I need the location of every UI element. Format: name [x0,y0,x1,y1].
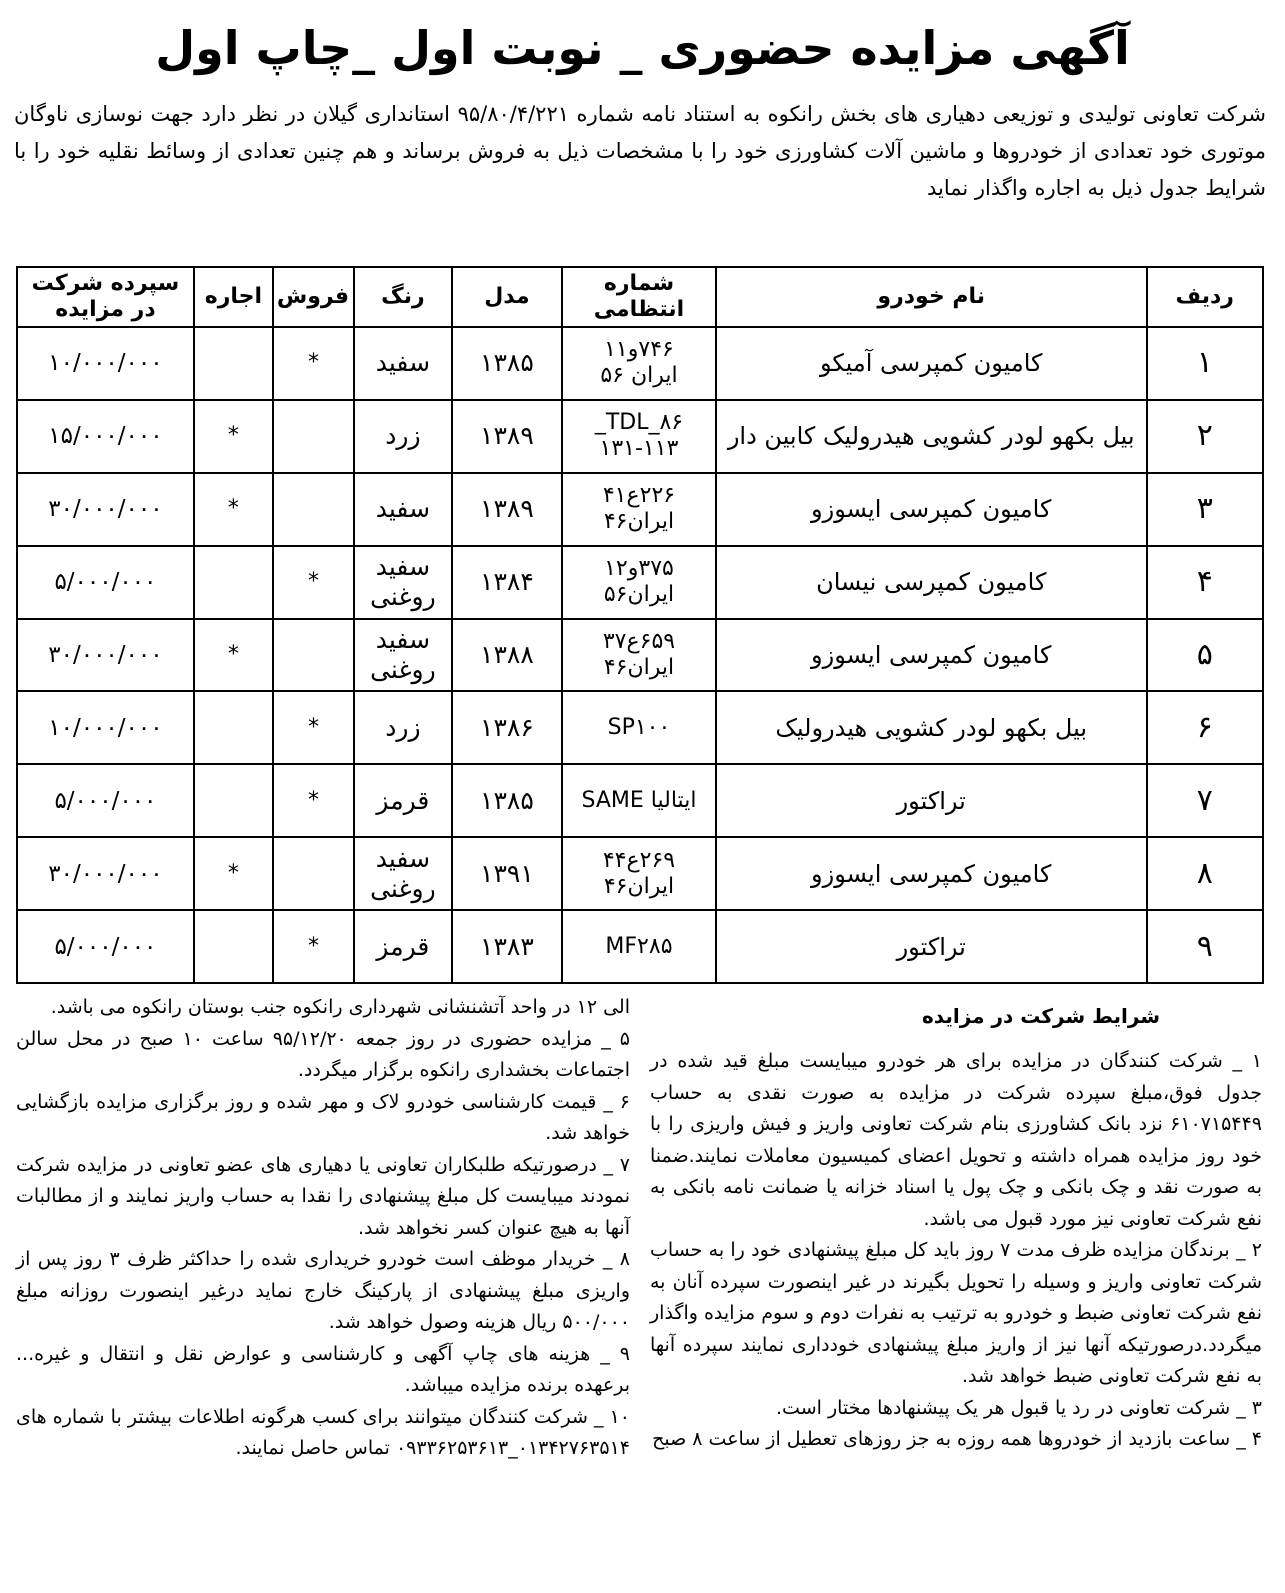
notice-title: آگهی مزایده حضوری _ نوبت اول _چاپ اول [155,21,1130,75]
plate-line-1: ۷۴۶و۱۱ [604,337,674,363]
plate-number-cell [562,764,716,837]
sale-mark-cell [273,400,354,473]
plate-line-2: ایران ۵۶ [600,363,678,389]
model-cell: ۱۳۸۳ [452,910,562,983]
header-row-number: ردیف [1147,267,1263,327]
right-condition-item: ۴ _ ساعت بازدید از خودروها همه روزه به جز روزهای تعطیل از ساعت ۸ صبح [652,1428,1262,1450]
plate-line-1: ۶۵۹ع۳۷ [602,628,676,654]
vehicle-name-cell: تراکتور [716,910,1147,983]
table-row [17,837,1263,910]
deposit-cell: ۱۰/۰۰۰/۰۰۰ [17,327,194,400]
plate-number-cell [562,619,716,692]
color-cell: سفید [354,473,452,546]
row-number-cell: ۲ [1147,400,1263,473]
header-vehicle-name: نام خودرو [716,267,1147,327]
table-row [17,764,1263,837]
model-cell: ۱۳۸۵ [452,327,562,400]
table-header-row [17,267,1263,327]
conditions-right-column [650,1000,1262,1456]
vehicle-name-cell: بیل بکهو لودر کشویی هیدرولیک [716,691,1147,764]
sale-mark-cell: * [273,691,354,764]
plate-line-1: ۳۷۵و۱۲ [604,556,674,582]
deposit-cell: ۱۰/۰۰۰/۰۰۰ [17,691,194,764]
left-condition-item: ۷ _ درصورتیکه طلبکاران تعاونی یا دهیاری های عضو تعاونی در مزایده شرکت نمودند میبایست کل مبلغ پیشنهادی را نقدا به حساب واریز نمایند و از مطالبات آنها به هیچ عنوان کسر نخواهد شد. [16,1153,630,1239]
row-number-cell: ۸ [1147,837,1263,910]
row-number-cell: ۱ [1147,327,1263,400]
right-condition-item: ۱ _ شرکت کنندگان در مزایده برای هر خودرو میبایست مبلغ قید شده در جدول فوق،مبلغ سپرده شرکت در مزایده به صورت نقدی به حساب ۶۱۰۷۱۵۴۴۹ نزد بانک کشاورزی بنام شرکت تعاونی واریز و فیش واریزی را با خود روز مزایده همراه داشته و تحویل اعضای کمیسیون معاملات نمایند.ضمنا به صورت نقد و چک بانکی و چک پول یا اسناد خزانه یا ضمانت نامه بانکی به نفع شرکت تعاونی نیز مورد قبول می باشد. [650,1050,1262,1230]
table-row [17,327,1263,400]
color-cell: قرمز [354,910,452,983]
color-cell: سفید روغنی [354,837,452,910]
left-condition-item: ۱۰ _ شرکت کنندگان میتوانند برای کسب هرگونه اطلاعات بیشتر با شماره های ۰۱۳۴۲۷۶۳۵۱۴_۰۹۳۳۶۲۵۳۶۱۳ تماس حاصل نمایند. [16,1405,630,1459]
rent-mark-cell [194,691,273,764]
left-condition-item: ۹ _ هزینه های چاپ آگهی و کارشناسی و عوارض نقل و انتقال و غیره... برعهده برنده مزایده میباشد. [16,1342,630,1396]
row-number-cell: ۵ [1147,619,1263,692]
plate-number-cell [562,546,716,619]
vehicle-name-cell: کامیون کمپرسی آمیکو [716,327,1147,400]
left-condition-item: الی ۱۲ در واحد آتشنشانی شهرداری رانکوه جنب بوستان رانکوه می باشد. [50,996,630,1018]
header-plate-number: شماره انتظامی [562,267,716,327]
table-row [17,691,1263,764]
deposit-cell: ۳۰/۰۰۰/۰۰۰ [17,837,194,910]
table-row [17,910,1263,983]
header-model: مدل [452,267,562,327]
plate-line-1: MF۲۸۵ [605,933,673,959]
row-number-cell: ۴ [1147,546,1263,619]
sale-mark-cell: * [273,910,354,983]
plate-line-1: TDL_۸۶_ [594,410,684,436]
plate-number-cell [562,327,716,400]
color-cell: قرمز [354,764,452,837]
left-condition-item: ۵ _ مزایده حضوری در روز جمعه ۹۵/۱۲/۲۰ ساعت ۱۰ صبح در محل سالن اجتماعات بخشداری رانکوه برگزار میگردد. [16,1027,630,1081]
plate-line-1: ایتالیا SAME [581,787,697,813]
rent-mark-cell: * [194,837,273,910]
header-deposit: سپرده شرکت در مزایده [17,267,194,327]
plate-number-cell [562,691,716,764]
rent-mark-cell [194,546,273,619]
deposit-cell: ۳۰/۰۰۰/۰۰۰ [17,473,194,546]
sale-mark-cell [273,619,354,692]
plate-line-2: ۱۳۱-۱۱۳ [599,436,679,462]
right-condition-item: ۲ _ برندگان مزایده ظرف مدت ۷ روز باید کل مبلغ پیشنهادی خود را به حساب شرکت تعاونی واریز و وسیله را تحویل بگیرند در غیر اینصورت سپرده آنان به نفع شرکت تعاونی ضبط و خودرو به ترتیب به نفرات دوم و سوم مزایده واگذار میگردد.درصورتیکه آنها نیز از واریز مبلغ پیشنهادی خودداری نمایند سپرده آنها به نفع شرکت تعاونی ضبط خواهد شد. [650,1239,1263,1387]
deposit-cell: ۵/۰۰۰/۰۰۰ [17,910,194,983]
deposit-cell: ۳۰/۰۰۰/۰۰۰ [17,619,194,692]
color-cell: زرد [354,691,452,764]
color-cell: سفید روغنی [354,619,452,692]
table-row [17,400,1263,473]
left-condition-item: ۶ _ قیمت کارشناسی خودرو لاک و مهر شده و روز برگزاری مزایده بازگشایی خواهد شد. [16,1090,630,1144]
plate-line-1: SP۱۰۰ [607,714,671,740]
sale-mark-cell [273,473,354,546]
model-cell: ۱۳۸۴ [452,546,562,619]
rent-mark-cell [194,910,273,983]
conditions-left-column [16,992,630,1465]
right-condition-item: ۳ _ شرکت تعاونی در رد یا قبول هر یک پیشنهادها مختار است. [776,1396,1262,1419]
vehicle-name-cell: کامیون کمپرسی ایسوزو [716,619,1147,692]
rent-mark-cell [194,327,273,400]
plate-number-cell [562,400,716,473]
table-row [17,473,1263,546]
plate-line-2: ایران۴۶ [603,654,675,680]
vehicles-table [16,266,1264,984]
plate-line-2: ایران۴۶ [603,873,675,899]
plate-line-1: ۲۶۹ع۴۴ [602,847,676,873]
color-cell: زرد [354,400,452,473]
table-row [17,546,1263,619]
model-cell: ۱۳۸۸ [452,619,562,692]
left-condition-item: ۸ _ خریدار موظف است خودرو خریداری شده را حداکثر ظرف ۳ روز پس از واریزی مبلغ پیشنهادی از پارکینگ خارج نماید درغیر اینصورت روزانه مبلغ ۵۰۰/۰۰۰ ریال هزینه وصول خواهد شد. [16,1248,630,1333]
rent-mark-cell [194,764,273,837]
plate-line-2: ایران۵۶ [603,582,675,608]
sale-mark-cell: * [273,327,354,400]
vehicle-name-cell: کامیون کمپرسی نیسان [716,546,1147,619]
plate-number-cell [562,837,716,910]
model-cell: ۱۳۸۶ [452,691,562,764]
row-number-cell: ۳ [1147,473,1263,546]
vehicle-name-cell: تراکتور [716,764,1147,837]
model-cell: ۱۳۸۵ [452,764,562,837]
color-cell: سفید روغنی [354,546,452,619]
color-cell: سفید [354,327,452,400]
plate-number-cell [562,473,716,546]
plate-number-cell [562,910,716,983]
row-number-cell: ۶ [1147,691,1263,764]
sale-mark-cell: * [273,764,354,837]
vehicle-name-cell: بیل بکهو لودر کشویی هیدرولیک کابین دار [716,400,1147,473]
vehicle-name-cell: کامیون کمپرسی ایسوزو [716,837,1147,910]
intro-paragraph: شرکت تعاونی تولیدی و توزیعی دهیاری های بخش رانکوه به استناد نامه شماره ۹۵/۸۰/۴/۲۲۱ استانداری گیلان در نظر دارد جهت نوسازی ناوگان موتوری خود تعدادی از خودروها و ماشین آلات کشاورزی خود را با مشخصات ذیل به فروش برساند و هم چنین تعدادی از وسائط نقلیه خود را با شرایط جدول ذیل به اجاره واگذار نماید [14,102,1266,200]
rent-mark-cell: * [194,619,273,692]
plate-line-1: ۲۲۶ع۴۱ [602,483,676,509]
model-cell: ۱۳۸۹ [452,400,562,473]
row-number-cell: ۷ [1147,764,1263,837]
header-sale: فروش [273,267,354,327]
header-rent: اجاره [194,267,273,327]
deposit-cell: ۵/۰۰۰/۰۰۰ [17,764,194,837]
deposit-cell: ۱۵/۰۰۰/۰۰۰ [17,400,194,473]
rent-mark-cell: * [194,473,273,546]
plate-line-2: ایران۴۶ [603,509,675,535]
row-number-cell: ۹ [1147,910,1263,983]
header-color: رنگ [354,267,452,327]
sale-mark-cell [273,837,354,910]
table-row [17,619,1263,692]
deposit-cell: ۵/۰۰۰/۰۰۰ [17,546,194,619]
model-cell: ۱۳۹۱ [452,837,562,910]
model-cell: ۱۳۸۹ [452,473,562,546]
sale-mark-cell: * [273,546,354,619]
rent-mark-cell: * [194,400,273,473]
vehicle-name-cell: کامیون کمپرسی ایسوزو [716,473,1147,546]
conditions-heading: شرایط شرکت در مزایده [921,1004,1161,1028]
